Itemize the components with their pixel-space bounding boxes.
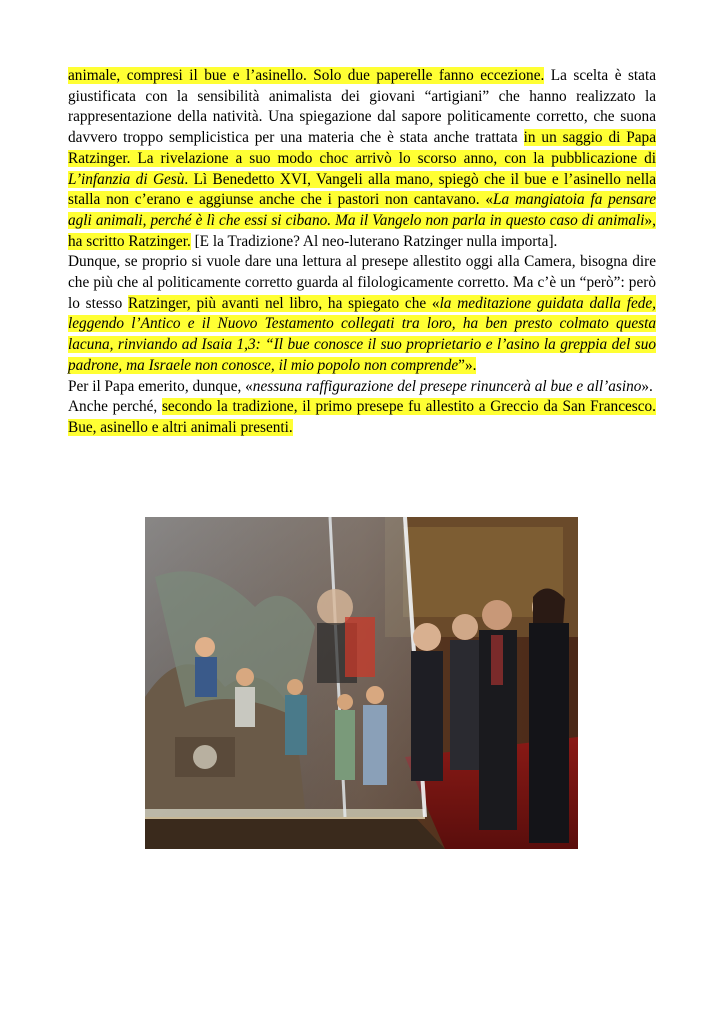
highlighted-text: animale, compresi il bue e l’asinello. Solo due paperelle fanno eccezione. bbox=[68, 67, 545, 84]
text-segment: Per il Papa emerito, dunque, « bbox=[68, 377, 253, 395]
highlighted-text: L’infanzia di Gesù bbox=[68, 170, 185, 188]
highlighted-text: Ratzinger, più avanti nel libro, ha spiegato che « bbox=[128, 294, 440, 312]
highlighted-text: . Lì Benedetto XVI, Vangeli alla mano, spiegò che il bue e l’asinello nella stalla non c’erano e aggiunse anche che i pastori non cantavano. « bbox=[68, 170, 656, 209]
text-segment: ». bbox=[641, 377, 653, 395]
paragraph bbox=[68, 377, 656, 398]
text-segment: La scelta è stata giustificata con la sensibilità animalista dei giovani “artigiani” che hanno realizzato la rappresentazione della natività. Una spiegazione dal sapore politicamente corretto, che suona davvero troppo semplicistica per una materia che è stata anche trattata bbox=[68, 67, 656, 147]
highlighted-text: ”». bbox=[458, 356, 477, 374]
text-segment: Dunque, se proprio si vuole dare una lettura al presepe allestito oggi alla Camera, bisogna dire che più che al politicamente corretto guarda al filologicamente corretto. Ma c’è un “però”: però lo stesso bbox=[68, 253, 656, 312]
article-body bbox=[68, 66, 656, 439]
nativity-scene-photo bbox=[145, 517, 578, 849]
text-segment: Anche perché, bbox=[68, 398, 162, 416]
highlighted-text: La mangiatoia fa pensare agli animali, perché è lì che essi si cibano. Ma il Vangelo non parla in questo caso di animali bbox=[68, 191, 656, 229]
text-segment: nessuna raffigurazione del presepe rinuncerà al bue e all’asino bbox=[252, 377, 642, 395]
paragraph bbox=[68, 397, 656, 438]
paragraph bbox=[68, 66, 656, 252]
photo-illustration bbox=[145, 517, 578, 849]
paragraph bbox=[68, 252, 656, 376]
highlighted-text: », ha scritto Ratzinger. bbox=[68, 211, 656, 250]
highlighted-text: in un saggio di Papa Ratzinger. La rivelazione a suo modo choc arrivò lo scorso anno, con la pubblicazione di bbox=[68, 129, 656, 167]
highlighted-text: secondo la tradizione, il primo presepe fu allestito a Greccio da San Francesco. Bue, asinello e altri animali presenti. bbox=[68, 398, 656, 436]
text-segment: [E la Tradizione? Al neo-luterano Ratzinger nulla importa]. bbox=[190, 232, 558, 250]
highlighted-text: la meditazione guidata dalla fede, leggendo l’Antico e il Nuovo Testamento collegati tra loro, ha ben presto colmato questa lacuna, rinviando ad Isaia 1,3: “Il bue conosce il suo proprietario e l’asino la greppia del suo padrone, ma Israele non conosce, il mio popolo non comprende bbox=[68, 294, 656, 374]
